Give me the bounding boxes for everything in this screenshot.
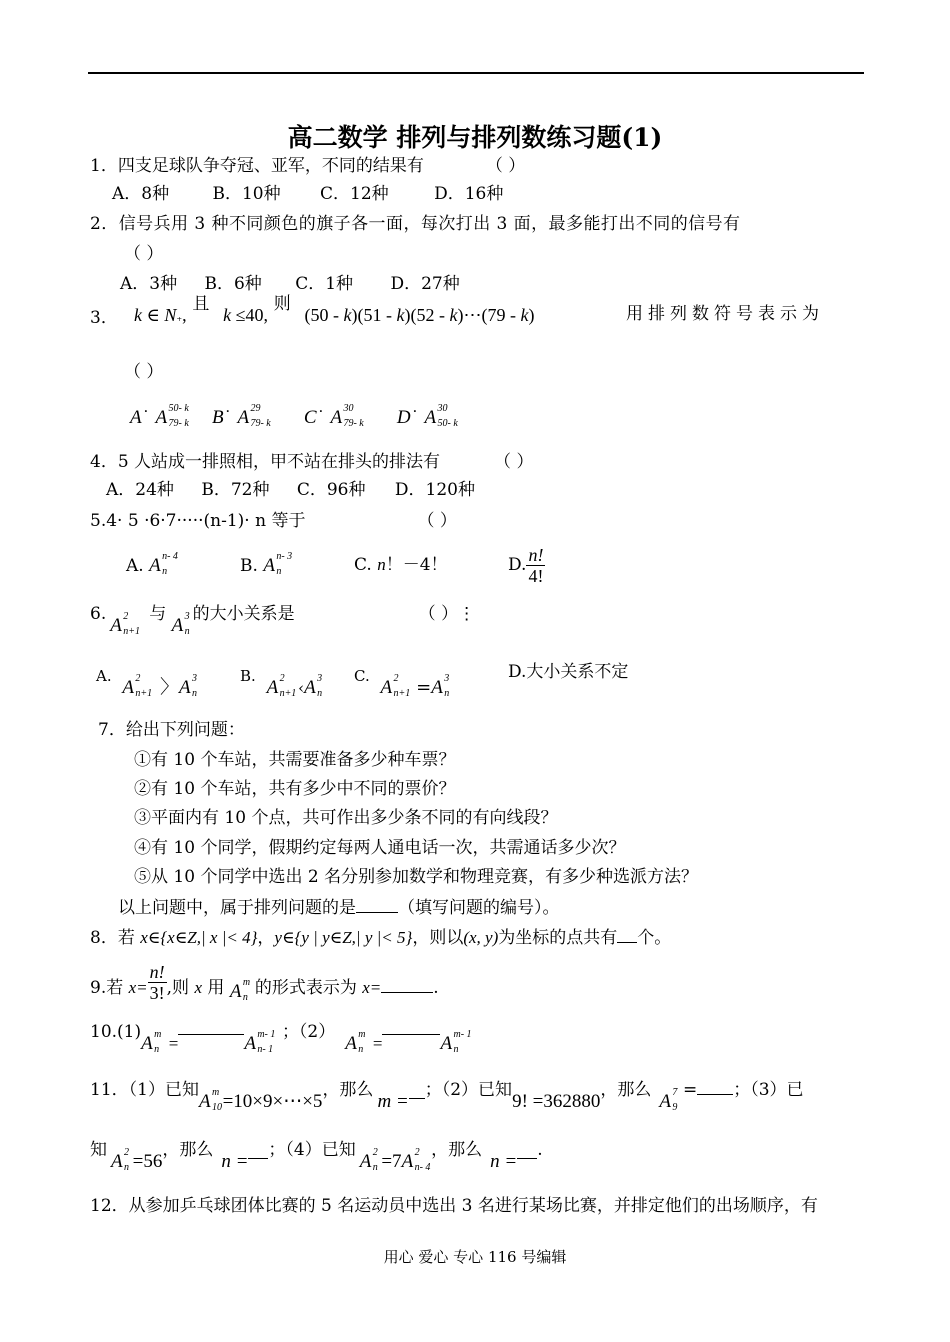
q3-option-b: B˙ A 29 79- k	[211, 403, 271, 429]
q3-option-c: C˙ A 30 79- k	[303, 403, 364, 429]
q6-option-b: B. A 2 n+1 ‹A 3 n	[240, 667, 323, 699]
q3-option-a: A˙ A 50- k 79- k	[130, 403, 189, 429]
question-11-line-2: 知A 2 n =56，那么n =；（4）已知A 2 n =7A 2 n- 4 ，那么n =.	[90, 1140, 543, 1173]
question-3-bracket: （ ）	[124, 362, 164, 382]
question-11-line-1: 11．（1）已知A m 10 =10×9×⋯×5，那么m =；（2）已知9! =362880，那么A 7 9 = ；（3）已	[90, 1080, 804, 1113]
question-5-stem: 5.4· 5 ·6·7·····(n-1)· n 等于 （ ）	[90, 511, 457, 531]
q7-answer-blank[interactable]	[356, 912, 398, 913]
q5-option-d: D. $\frac{n!}{4!}$	[508, 545, 544, 586]
q2-option-a: A．3种	[120, 274, 178, 294]
q11-blank-a97[interactable]	[697, 1094, 733, 1095]
q3-option-d: D˙ A 30 50- k	[396, 403, 458, 429]
q6-option-d: D.大小关系不定	[508, 662, 629, 682]
q10-blank-2[interactable]	[382, 1034, 440, 1035]
question-3-condition: k ∈ N₊, 且 k ≤40, 则 (50 - k)(51 - k)(52 - k)⋯(79 - k)	[134, 294, 535, 325]
q5-option-a: A. A n- 4 n	[126, 551, 178, 577]
question-12-stem: 12．从参加乒乓球团体比赛的 5 名运动员中选出 3 名进行某场比赛，并排定他们的出场顺序，有	[90, 1196, 818, 1216]
q2-option-d: D．27种	[390, 274, 460, 294]
q6-option-c: C. A 2 n+1 =A 3 n	[354, 667, 450, 699]
q4-option-b: B．72种	[201, 480, 270, 500]
question-2-stem: 2．信号兵用 3 种不同颜色的旗子各一面，每次打出 3 面，最多能打出不同的信号有	[90, 214, 741, 234]
q1-option-c: C．12种	[320, 184, 389, 204]
q1-option-b: B．10种	[212, 184, 281, 204]
question-10: 10.(1)A m n = A m- 1 n- 1 ；（2）A m n = A m- 1 n	[90, 1022, 472, 1055]
q2-option-c: C．1种	[295, 274, 354, 294]
question-3-number: 3．	[90, 308, 118, 328]
question-4-options	[106, 482, 475, 499]
q11-blank-n1[interactable]	[248, 1158, 268, 1159]
q5-option-b: B. A n- 3 n	[240, 551, 293, 577]
q5-option-c: C. n！－4！	[354, 555, 448, 575]
q11-blank-m[interactable]	[409, 1098, 425, 1099]
page-footer: 用心 爱心 专心 116 号编辑	[383, 1248, 567, 1266]
q7-item-3: ③平面内有 10 个点，共可作出多少条不同的有向线段？	[134, 808, 558, 828]
question-2-bracket: （ ）	[124, 244, 164, 264]
q2-option-b: B．6种	[204, 274, 262, 294]
question-2-options	[120, 276, 460, 293]
q1-option-d: D．16种	[434, 184, 504, 204]
q9-answer-blank[interactable]	[381, 992, 433, 993]
question-1-stem: 1．四支足球队争夺冠、亚军，不同的结果有 （ ）	[90, 156, 526, 176]
question-3-options	[130, 403, 458, 429]
q7-item-1: ①有 10 个车站，共需要准备多少种车票？	[134, 750, 456, 770]
question-8: 8．若 x∈{x∈Z,| x |< 4}，y∈{y | y∈Z,| y |< 5}，则以(x, y)为坐标的点共有 个。	[90, 928, 672, 948]
question-3-tail: 用排列数符号表示为	[626, 304, 824, 324]
question-9: 9.若 x= $\frac{n!}{3!}$ ,则 x 用 A m n 的形式表示为 x= .	[90, 962, 439, 1003]
q7-conclusion: 以上问题中，属于排列问题的是 （填写问题的编号）。	[118, 898, 560, 918]
q8-answer-blank[interactable]	[617, 942, 637, 943]
question-6-stem: 6.A 2 n+1 与 A 3 n 的大小关系是 （ ）⋮	[90, 604, 476, 637]
q7-item-2: ②有 10 个车站，共有多少中不同的票价？	[134, 779, 456, 799]
q11-blank-n2[interactable]	[517, 1158, 537, 1159]
header-rule	[88, 72, 864, 74]
q7-item-4: ④有 10 个同学，假期约定每两人通电话一次，共需通话多少次？	[134, 838, 626, 858]
q4-option-a: A．24种	[106, 480, 174, 500]
question-7-stem: 7．给出下列问题：	[98, 720, 245, 740]
q6-option-a: A. A 2 n+1 〉A 3 n	[96, 667, 197, 699]
q4-option-d: D．120种	[394, 480, 475, 500]
q10-blank-1[interactable]	[178, 1034, 244, 1035]
q7-item-5: ⑤从 10 个同学中选出 2 名分别参加数学和物理竞赛，有多少种选派方法？	[134, 867, 699, 887]
page-title: 高二数学 排列与排列数练习题(1)	[287, 123, 663, 152]
q1-option-a: A．8种	[112, 184, 170, 204]
question-1-options	[112, 186, 503, 203]
q4-option-c: C．96种	[296, 480, 366, 500]
question-4-stem: 4．5 人站成一排照相，甲不站在排头的排法有 （ ）	[90, 452, 534, 472]
